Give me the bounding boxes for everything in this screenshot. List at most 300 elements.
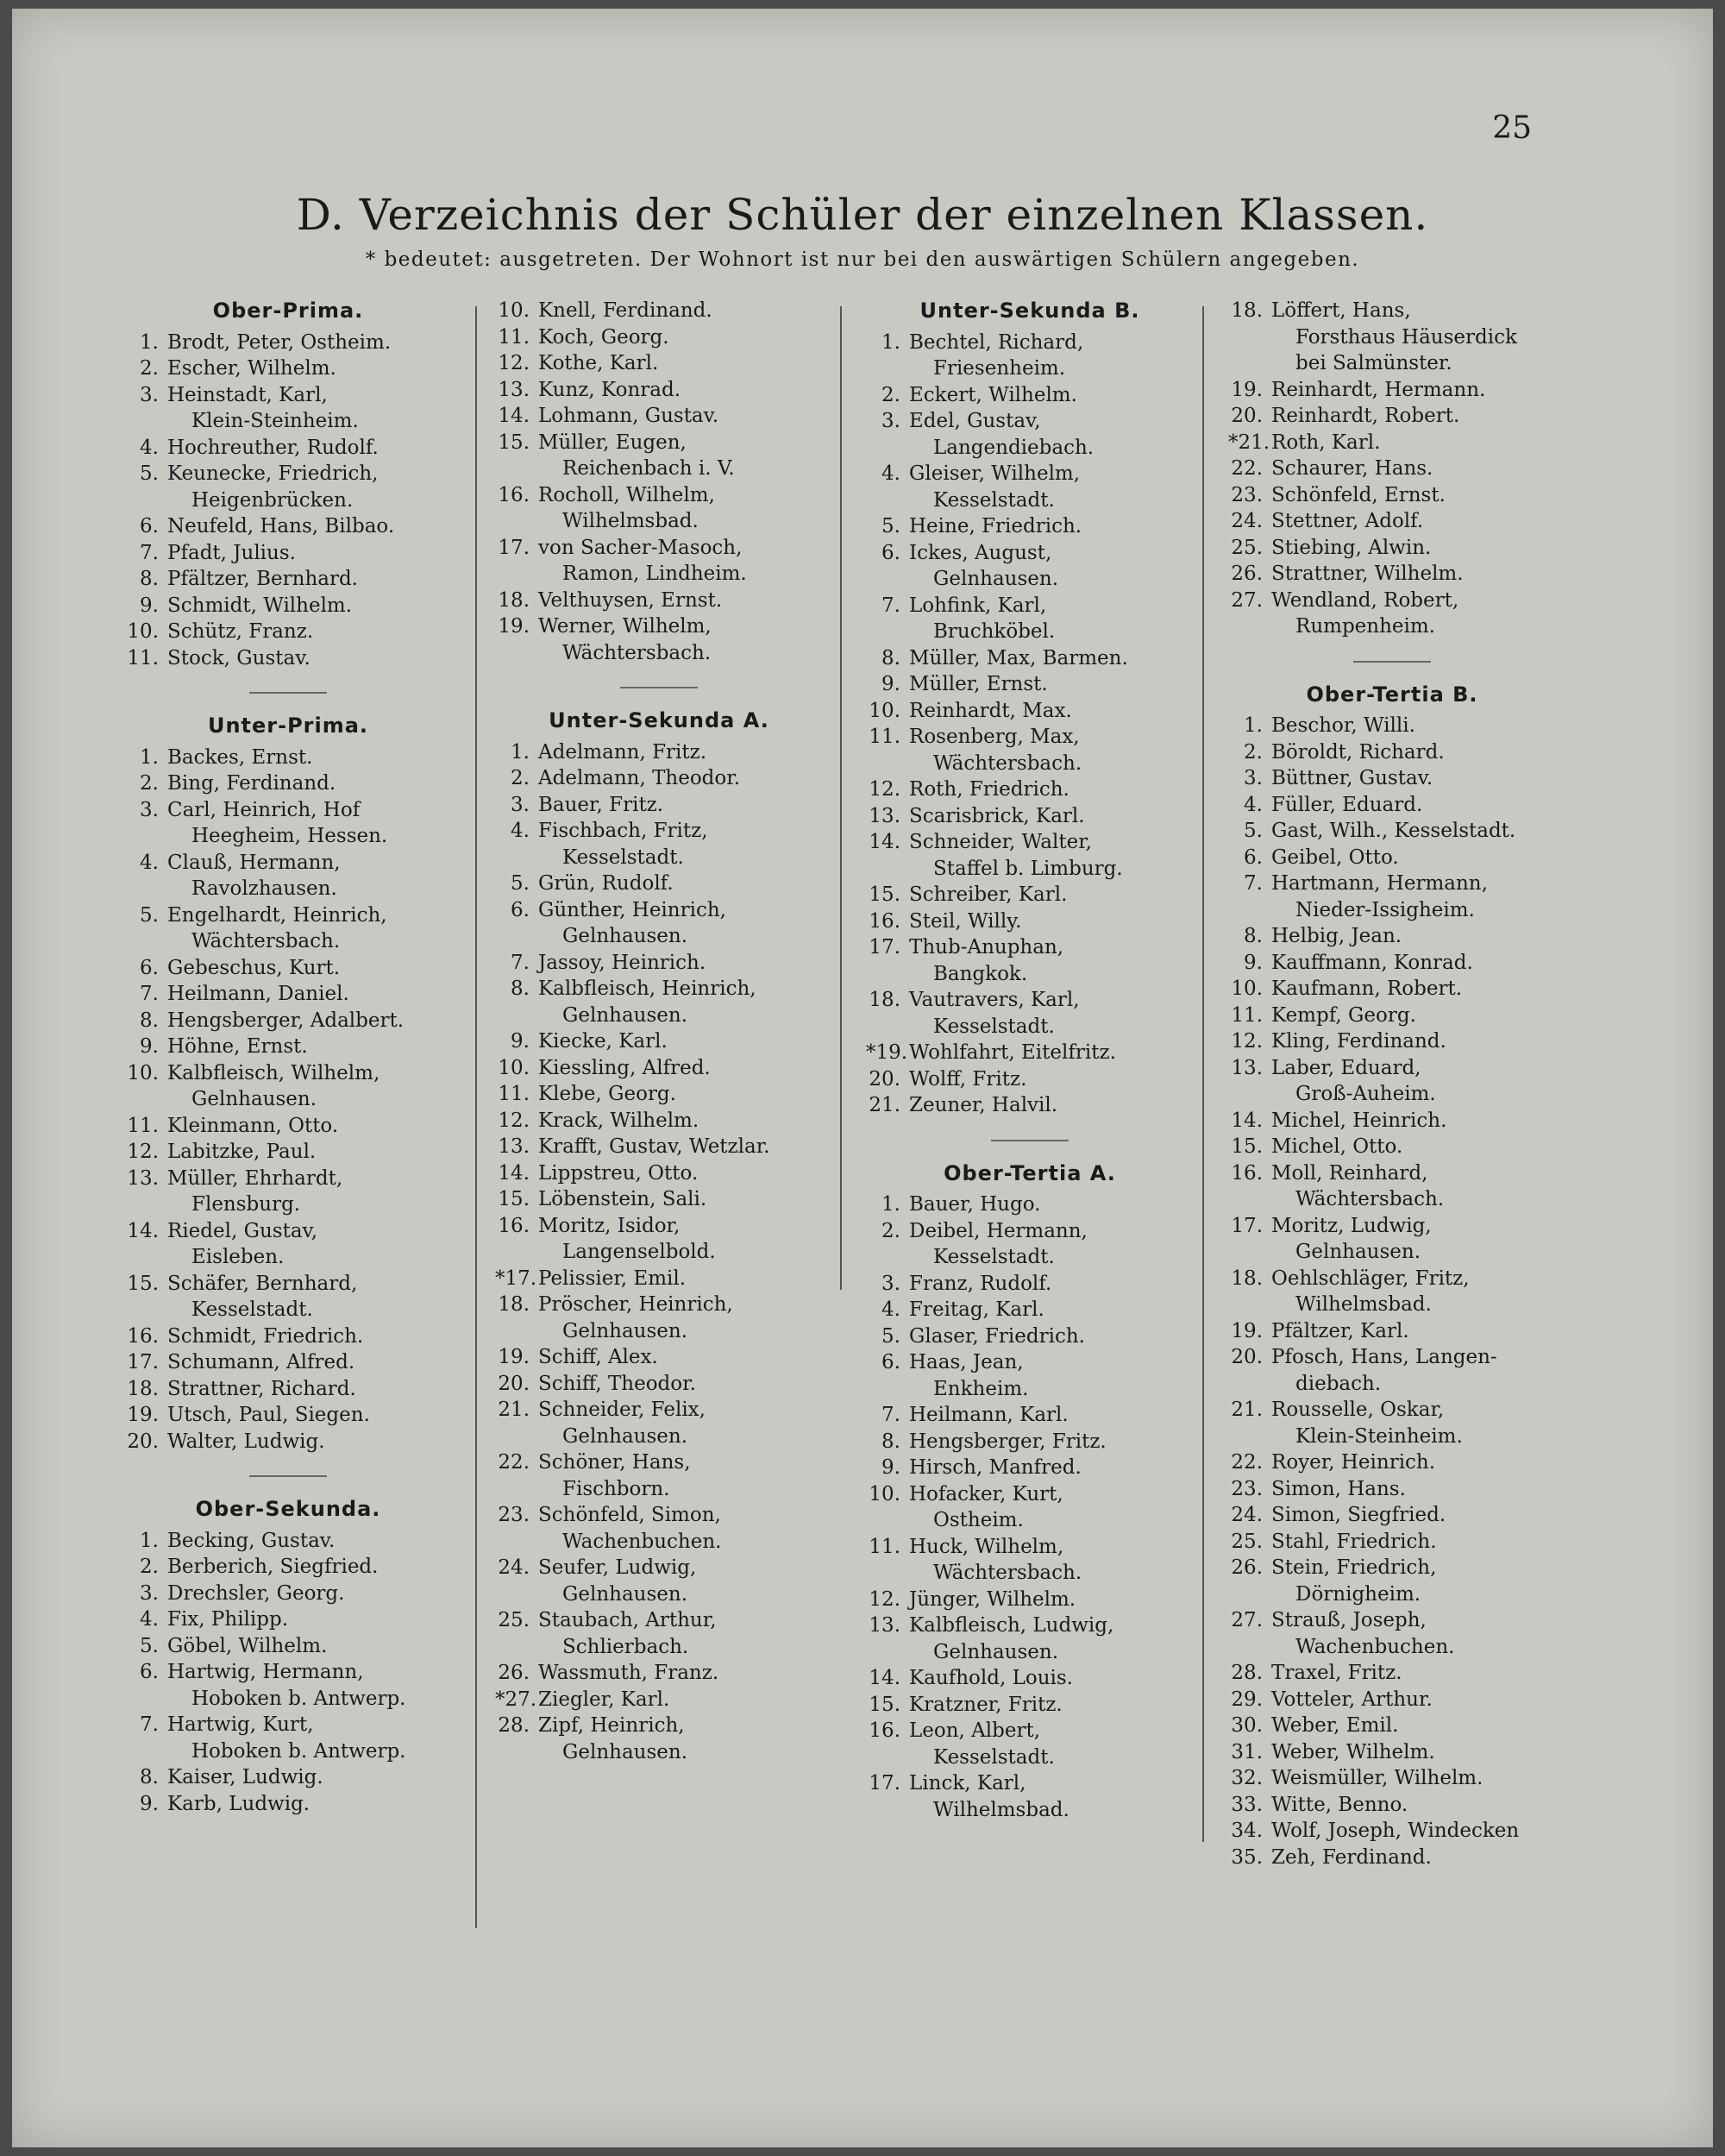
student-entry bbox=[866, 1191, 1194, 1218]
student-entry bbox=[495, 1028, 823, 1055]
student-number: 15. bbox=[127, 1272, 159, 1295]
student-entry bbox=[1228, 1792, 1556, 1819]
student-name: Füller, Eduard. bbox=[1271, 793, 1423, 816]
student-entry bbox=[1228, 1687, 1556, 1713]
student-entry bbox=[124, 382, 452, 409]
student-entry bbox=[866, 1770, 1194, 1797]
student-name: Schiff, Alex. bbox=[538, 1346, 658, 1368]
student-entry bbox=[866, 724, 1194, 751]
student-name: Kalbfleisch, Ludwig, bbox=[909, 1614, 1114, 1637]
student-entry bbox=[1228, 1266, 1556, 1292]
student-entry bbox=[1228, 1108, 1556, 1135]
student-entry bbox=[124, 745, 452, 771]
student-entry bbox=[124, 1271, 452, 1298]
student-name: Kling, Ferdinand. bbox=[1271, 1030, 1446, 1053]
student-name: Schiff, Theodor. bbox=[538, 1372, 696, 1395]
student-entry bbox=[1228, 765, 1556, 792]
student-name: Royer, Heinrich. bbox=[1271, 1451, 1436, 1474]
student-number: 18. bbox=[1231, 299, 1263, 322]
student-number: 4. bbox=[140, 436, 159, 459]
student-residence: Gelnhausen. bbox=[562, 1319, 688, 1342]
student-entry bbox=[495, 765, 823, 792]
student-number: 22. bbox=[498, 1451, 530, 1474]
student-name: Moritz, Ludwig, bbox=[1271, 1214, 1432, 1237]
student-number: 12. bbox=[869, 1587, 900, 1611]
student-name: Hartwig, Kurt, bbox=[167, 1713, 314, 1736]
student-residence: Kesselstadt. bbox=[933, 1745, 1055, 1769]
student-entry bbox=[866, 1481, 1194, 1508]
class-section bbox=[124, 1496, 452, 1817]
student-number: 16. bbox=[869, 909, 900, 933]
student-name: Lohmann, Gustav. bbox=[538, 405, 719, 427]
student-residence: Wächtersbach. bbox=[191, 930, 341, 952]
class-heading: Ober-Tertia A. bbox=[944, 1160, 1116, 1185]
student-residence: Wilhelmsbad. bbox=[933, 1798, 1070, 1821]
student-entry bbox=[866, 408, 1194, 435]
student-residence: Wachenbuchen. bbox=[562, 1530, 722, 1553]
student-entry bbox=[124, 619, 452, 645]
student-entry bbox=[1228, 1502, 1556, 1529]
student-number: 6. bbox=[881, 1351, 900, 1373]
student-number: 25. bbox=[1231, 1530, 1263, 1553]
student-number: 1. bbox=[511, 740, 530, 764]
student-residence: Gelnhausen. bbox=[191, 1088, 317, 1110]
student-residence: Gelnhausen. bbox=[562, 1424, 688, 1448]
student-number: 35. bbox=[1231, 1845, 1263, 1869]
student-entry bbox=[495, 324, 823, 351]
student-name: Drechsler, Georg. bbox=[167, 1581, 345, 1605]
student-name: Deibel, Hermann, bbox=[909, 1219, 1088, 1242]
student-name: Böroldt, Richard. bbox=[1271, 740, 1445, 764]
student-name: Scarisbrick, Karl. bbox=[909, 804, 1085, 827]
student-entry bbox=[124, 593, 452, 619]
student-number: 1. bbox=[140, 745, 159, 769]
student-name: Wolf, Joseph, Windecken bbox=[1271, 1820, 1520, 1842]
student-entry bbox=[1228, 871, 1556, 897]
student-name: Strauß, Joseph, bbox=[1271, 1609, 1427, 1631]
student-number: 20. bbox=[1231, 1346, 1263, 1368]
student-name: Lippstreu, Otto. bbox=[538, 1161, 699, 1185]
student-number: 19. bbox=[498, 1346, 530, 1368]
student-number: 24. bbox=[498, 1556, 530, 1579]
student-name: Pröscher, Heinrich, bbox=[538, 1293, 733, 1316]
student-entry bbox=[495, 1292, 823, 1318]
student-residence: Gelnhausen. bbox=[562, 925, 688, 947]
student-name: Löbenstein, Sali. bbox=[538, 1188, 707, 1210]
student-name: Engelhardt, Heinrich, bbox=[167, 903, 387, 927]
student-entry bbox=[866, 593, 1194, 619]
student-name: Simon, Hans. bbox=[1271, 1477, 1406, 1500]
student-name: Rocholl, Wilhelm, bbox=[538, 483, 715, 506]
column-divider bbox=[1202, 306, 1204, 1842]
student-entry bbox=[124, 1659, 452, 1686]
student-name: Leon, Albert, bbox=[909, 1719, 1041, 1742]
student-number: 8. bbox=[140, 1009, 159, 1032]
student-entry bbox=[124, 645, 452, 672]
student-name: Lohfink, Karl, bbox=[909, 594, 1047, 617]
student-number: 32. bbox=[1231, 1767, 1263, 1789]
student-name: Kalbfleisch, Heinrich, bbox=[538, 977, 756, 1000]
student-name: Roth, Friedrich. bbox=[909, 778, 1070, 801]
student-entry bbox=[866, 382, 1194, 409]
student-number: 15. bbox=[498, 1188, 530, 1210]
student-entry bbox=[495, 1713, 823, 1739]
student-number: 18. bbox=[869, 989, 900, 1011]
student-name: Weber, Emil. bbox=[1271, 1714, 1399, 1737]
student-number: 21. bbox=[498, 1399, 530, 1421]
student-number: 5. bbox=[1244, 820, 1263, 842]
student-name: Simon, Siegfried. bbox=[1271, 1504, 1446, 1526]
student-name: Schöner, Hans, bbox=[538, 1451, 691, 1474]
student-number: 12. bbox=[498, 352, 530, 374]
student-name: Huck, Wilhelm, bbox=[909, 1535, 1064, 1558]
student-number: 1. bbox=[881, 330, 900, 354]
student-name: Traxel, Fritz. bbox=[1271, 1662, 1402, 1684]
student-entry bbox=[1228, 1397, 1556, 1424]
student-entry bbox=[124, 1554, 452, 1581]
student-entry bbox=[866, 934, 1194, 961]
student-residence: Rumpenheim. bbox=[1295, 615, 1435, 638]
student-name: Kempf, Georg. bbox=[1271, 1003, 1416, 1027]
student-entry bbox=[495, 1449, 823, 1476]
student-residence: diebach. bbox=[1295, 1372, 1382, 1395]
student-number: 6. bbox=[1244, 845, 1263, 869]
student-entry bbox=[495, 1186, 823, 1213]
student-name: Wendland, Robert, bbox=[1271, 588, 1459, 612]
student-name: Ickes, August, bbox=[909, 541, 1052, 564]
student-residence: Heigenbrücken. bbox=[191, 488, 354, 512]
student-number: 29. bbox=[1231, 1688, 1263, 1711]
student-name: Becking, Gustav. bbox=[167, 1529, 336, 1552]
student-number: 4. bbox=[881, 1298, 900, 1321]
student-entry bbox=[866, 1323, 1194, 1350]
student-number: 6. bbox=[511, 898, 530, 921]
student-number: 13. bbox=[869, 1614, 900, 1637]
student-number: 10. bbox=[1231, 977, 1263, 1000]
student-number: 5. bbox=[140, 1634, 159, 1657]
student-entry bbox=[1228, 1055, 1556, 1082]
student-name: Müller, Eugen, bbox=[538, 431, 687, 454]
student-residence: Dörnigheim. bbox=[1295, 1582, 1421, 1606]
student-name: Kaufhold, Louis. bbox=[909, 1667, 1073, 1689]
student-entry bbox=[124, 1139, 452, 1166]
student-number: 5. bbox=[511, 872, 530, 895]
student-number: 3. bbox=[511, 793, 530, 816]
student-entry bbox=[124, 1008, 452, 1034]
student-number: 10. bbox=[127, 1061, 159, 1084]
student-number: 6. bbox=[881, 541, 900, 564]
student-entry bbox=[1228, 1028, 1556, 1055]
student-entry bbox=[1228, 845, 1556, 871]
student-name: Bechtel, Richard, bbox=[909, 330, 1084, 354]
student-number: *19. bbox=[866, 1041, 908, 1064]
student-residence: Gelnhausen. bbox=[933, 1640, 1059, 1663]
student-name: Thub-Anuphan, bbox=[909, 936, 1064, 959]
student-number: 12. bbox=[1231, 1030, 1263, 1053]
student-number: 14. bbox=[1231, 1109, 1263, 1132]
student-entry bbox=[1228, 377, 1556, 404]
student-residence: Hoboken b. Antwerp. bbox=[191, 1687, 406, 1710]
student-entry bbox=[1228, 561, 1556, 588]
student-name: Koch, Georg. bbox=[538, 325, 669, 349]
student-entry bbox=[124, 1166, 452, 1192]
student-number: *17. bbox=[495, 1267, 537, 1290]
student-residence: Langenselbold. bbox=[562, 1241, 716, 1263]
student-number: 3. bbox=[140, 798, 159, 821]
student-entry bbox=[124, 540, 452, 567]
student-number: 18. bbox=[498, 1293, 530, 1316]
student-number: 9. bbox=[140, 594, 159, 617]
student-number: 15. bbox=[498, 431, 530, 454]
student-entry bbox=[866, 1218, 1194, 1245]
student-entry bbox=[124, 797, 452, 824]
student-number: 16. bbox=[498, 483, 530, 506]
student-entry bbox=[124, 850, 452, 877]
student-number: 24. bbox=[1231, 1504, 1263, 1526]
student-number: 22. bbox=[1231, 457, 1263, 480]
student-name: Hartwig, Hermann, bbox=[167, 1661, 364, 1683]
column-1 bbox=[124, 298, 452, 2066]
student-residence: Kesselstadt. bbox=[191, 1298, 313, 1321]
student-name: Adelmann, Fritz. bbox=[538, 740, 707, 764]
student-number: 25. bbox=[1231, 536, 1263, 559]
student-number: 1. bbox=[1244, 714, 1263, 737]
student-entry bbox=[866, 1587, 1194, 1613]
student-number: 17. bbox=[869, 936, 900, 959]
student-number: 21. bbox=[869, 1094, 900, 1116]
student-number: 13. bbox=[1231, 1056, 1263, 1079]
class-section bbox=[1228, 298, 1556, 640]
student-number: 31. bbox=[1231, 1740, 1263, 1763]
student-entry bbox=[1228, 1555, 1556, 1581]
student-number: 9. bbox=[881, 673, 900, 695]
student-entry bbox=[1228, 739, 1556, 766]
student-entry bbox=[495, 588, 823, 614]
student-name: Edel, Gustav, bbox=[909, 410, 1041, 432]
student-entry bbox=[124, 1712, 452, 1738]
student-name: Schneider, Felix, bbox=[538, 1399, 706, 1421]
student-name: Geibel, Otto. bbox=[1271, 845, 1399, 869]
student-entry bbox=[1228, 1160, 1556, 1187]
student-entry bbox=[495, 818, 823, 845]
student-entry bbox=[495, 1160, 823, 1187]
student-name: Jünger, Wilhelm. bbox=[909, 1587, 1076, 1611]
student-entry bbox=[866, 698, 1194, 725]
student-entry bbox=[1228, 1134, 1556, 1160]
student-name: Reinhardt, Max. bbox=[909, 699, 1072, 722]
student-entry bbox=[866, 1665, 1194, 1692]
student-number: 27. bbox=[1231, 1609, 1263, 1631]
student-number: 18. bbox=[1231, 1267, 1263, 1290]
student-entry bbox=[495, 1344, 823, 1371]
class-heading: Ober-Sekunda. bbox=[195, 1497, 381, 1521]
student-name: Müller, Ernst. bbox=[909, 673, 1048, 695]
student-name: Staubach, Arthur, bbox=[538, 1609, 717, 1631]
student-entry bbox=[495, 1502, 823, 1529]
student-entry bbox=[495, 298, 823, 324]
page-number: 25 bbox=[1492, 110, 1532, 146]
student-number: 17. bbox=[1231, 1214, 1263, 1237]
student-entry bbox=[1228, 508, 1556, 535]
student-entry bbox=[866, 1718, 1194, 1744]
student-entry bbox=[495, 1213, 823, 1240]
student-name: Strattner, Wilhelm. bbox=[1271, 563, 1464, 585]
student-entry bbox=[495, 1660, 823, 1687]
student-entry bbox=[495, 482, 823, 509]
student-entry bbox=[1228, 430, 1556, 456]
student-number: 4. bbox=[881, 462, 900, 485]
student-number: 20. bbox=[127, 1430, 159, 1453]
student-number: 1. bbox=[881, 1193, 900, 1216]
student-name: Linck, Karl, bbox=[909, 1772, 1026, 1795]
student-name: Löffert, Hans, bbox=[1271, 299, 1411, 322]
student-entry bbox=[866, 330, 1194, 356]
student-number: 2. bbox=[1244, 740, 1263, 764]
student-number: 13. bbox=[869, 804, 900, 827]
student-residence: Eisleben. bbox=[191, 1246, 285, 1268]
student-name: Clauß, Hermann, bbox=[167, 851, 341, 874]
student-name: Schneider, Walter, bbox=[909, 831, 1092, 853]
student-residence: Groß-Auheim. bbox=[1295, 1083, 1436, 1105]
student-name: Günther, Heinrich, bbox=[538, 898, 726, 921]
student-entry bbox=[1228, 1476, 1556, 1503]
student-number: 7. bbox=[140, 1713, 159, 1736]
class-section bbox=[124, 713, 452, 1455]
student-number: 11. bbox=[1231, 1003, 1263, 1027]
page-subtitle: * bedeutet: ausgetreten. Der Wohnort ist nur bei den auswärtigen Schülern angegeben. bbox=[365, 248, 1360, 271]
student-name: Berberich, Siegfried. bbox=[167, 1556, 379, 1578]
student-number: 18. bbox=[498, 588, 530, 612]
student-name: Hochreuther, Rudolf. bbox=[167, 436, 379, 459]
student-name: Gleiser, Wilhelm, bbox=[909, 462, 1081, 485]
document-page bbox=[12, 9, 1713, 2147]
student-number: 14. bbox=[869, 831, 900, 853]
student-name: Labitzke, Paul. bbox=[167, 1141, 317, 1163]
student-entry bbox=[495, 1134, 823, 1160]
student-number: 8. bbox=[1244, 925, 1263, 947]
student-residence: Gelnhausen. bbox=[562, 1003, 688, 1027]
student-entry bbox=[124, 1323, 452, 1350]
student-name: Fix, Philipp. bbox=[167, 1608, 289, 1631]
student-name: Backes, Ernst. bbox=[167, 745, 313, 769]
student-number: 21. bbox=[1231, 1399, 1263, 1421]
student-number: 26. bbox=[1231, 1556, 1263, 1579]
student-name: Kiessling, Alfred. bbox=[538, 1056, 711, 1079]
student-number: 9. bbox=[511, 1030, 530, 1053]
student-entry bbox=[124, 461, 452, 487]
student-entry bbox=[1228, 482, 1556, 509]
section-separator bbox=[249, 692, 327, 694]
class-section bbox=[495, 707, 823, 1765]
student-number: 11. bbox=[127, 1114, 159, 1137]
student-residence: Ravolzhausen. bbox=[191, 877, 337, 900]
student-name: Michel, Heinrich. bbox=[1271, 1109, 1447, 1132]
class-heading: Unter-Prima. bbox=[207, 713, 369, 738]
student-name: Glaser, Friedrich. bbox=[909, 1324, 1085, 1348]
student-name: Stein, Friedrich, bbox=[1271, 1556, 1437, 1579]
student-number: 14. bbox=[498, 405, 530, 427]
student-residence: Kesselstadt. bbox=[933, 488, 1055, 512]
student-residence: Flensburg. bbox=[191, 1193, 301, 1216]
student-number: 13. bbox=[127, 1166, 159, 1190]
student-entry bbox=[866, 540, 1194, 567]
student-name: Zipf, Heinrich, bbox=[538, 1714, 685, 1737]
student-entry bbox=[124, 1606, 452, 1633]
student-name: Schmidt, Friedrich. bbox=[167, 1324, 364, 1348]
student-number: 20. bbox=[869, 1067, 900, 1091]
student-number: 19. bbox=[127, 1404, 159, 1426]
student-entry bbox=[1228, 976, 1556, 1003]
student-entry bbox=[124, 435, 452, 462]
student-residence: Kesselstadt. bbox=[933, 1015, 1055, 1038]
student-name: Gast, Wilh., Kesselstadt. bbox=[1271, 820, 1516, 842]
class-heading: Ober-Tertia B. bbox=[1306, 682, 1478, 707]
student-entry bbox=[866, 1349, 1194, 1376]
student-entry bbox=[495, 1607, 823, 1634]
student-number: 19. bbox=[1231, 1319, 1263, 1342]
student-number: 2. bbox=[140, 1556, 159, 1578]
student-name: Hengsberger, Fritz. bbox=[909, 1430, 1107, 1453]
student-entry bbox=[866, 987, 1194, 1014]
student-entry bbox=[124, 955, 452, 982]
student-name: Heinstadt, Karl, bbox=[167, 383, 328, 406]
section-separator bbox=[1353, 661, 1431, 663]
student-number: 10. bbox=[869, 699, 900, 722]
student-entry bbox=[866, 1534, 1194, 1561]
student-entry bbox=[495, 1081, 823, 1108]
student-name: Helbig, Jean. bbox=[1271, 925, 1402, 947]
student-name: Schmidt, Wilhelm. bbox=[167, 594, 353, 617]
student-residence: Klein-Steinheim. bbox=[191, 410, 359, 432]
class-heading: Unter-Sekunda B. bbox=[919, 299, 1140, 323]
student-name: Laber, Eduard, bbox=[1271, 1056, 1421, 1079]
student-number: 8. bbox=[140, 568, 159, 590]
student-number: 7. bbox=[140, 541, 159, 564]
student-name: Knell, Ferdinand. bbox=[538, 299, 712, 322]
student-residence: Wächtersbach. bbox=[933, 1562, 1082, 1584]
student-entry bbox=[1228, 1449, 1556, 1476]
student-name: Seufer, Ludwig, bbox=[538, 1556, 697, 1579]
student-residence: Enkheim. bbox=[933, 1377, 1029, 1400]
student-entry bbox=[124, 1581, 452, 1607]
student-name: Rousselle, Oskar, bbox=[1271, 1399, 1445, 1421]
student-entry bbox=[124, 1113, 452, 1140]
student-number: 10. bbox=[869, 1482, 900, 1505]
student-name: Votteler, Arthur. bbox=[1271, 1688, 1433, 1711]
student-residence: Kesselstadt. bbox=[933, 1246, 1055, 1268]
student-name: Bauer, Fritz. bbox=[538, 793, 664, 816]
student-name: Eckert, Wilhelm. bbox=[909, 383, 1077, 406]
student-name: Stiebing, Alwin. bbox=[1271, 536, 1432, 559]
student-name: Fischbach, Fritz, bbox=[538, 820, 708, 842]
student-name: Rosenberg, Max, bbox=[909, 726, 1080, 748]
student-residence: Schlierbach. bbox=[562, 1635, 689, 1658]
student-entry bbox=[866, 776, 1194, 803]
student-entry bbox=[866, 1271, 1194, 1298]
student-name: Oehlschläger, Fritz, bbox=[1271, 1267, 1470, 1290]
student-number: 17. bbox=[127, 1351, 159, 1373]
student-name: Stahl, Friedrich. bbox=[1271, 1530, 1437, 1553]
student-name: Kaufmann, Robert. bbox=[1271, 977, 1463, 1000]
student-name: Witte, Benno. bbox=[1271, 1793, 1408, 1816]
student-number: 3. bbox=[881, 1272, 900, 1295]
student-name: Freitag, Karl. bbox=[909, 1298, 1044, 1321]
student-number: 30. bbox=[1231, 1714, 1263, 1737]
student-number: 27. bbox=[1231, 588, 1263, 612]
student-entry bbox=[495, 403, 823, 430]
student-entry bbox=[1228, 1765, 1556, 1792]
student-number: 24. bbox=[1231, 510, 1263, 532]
